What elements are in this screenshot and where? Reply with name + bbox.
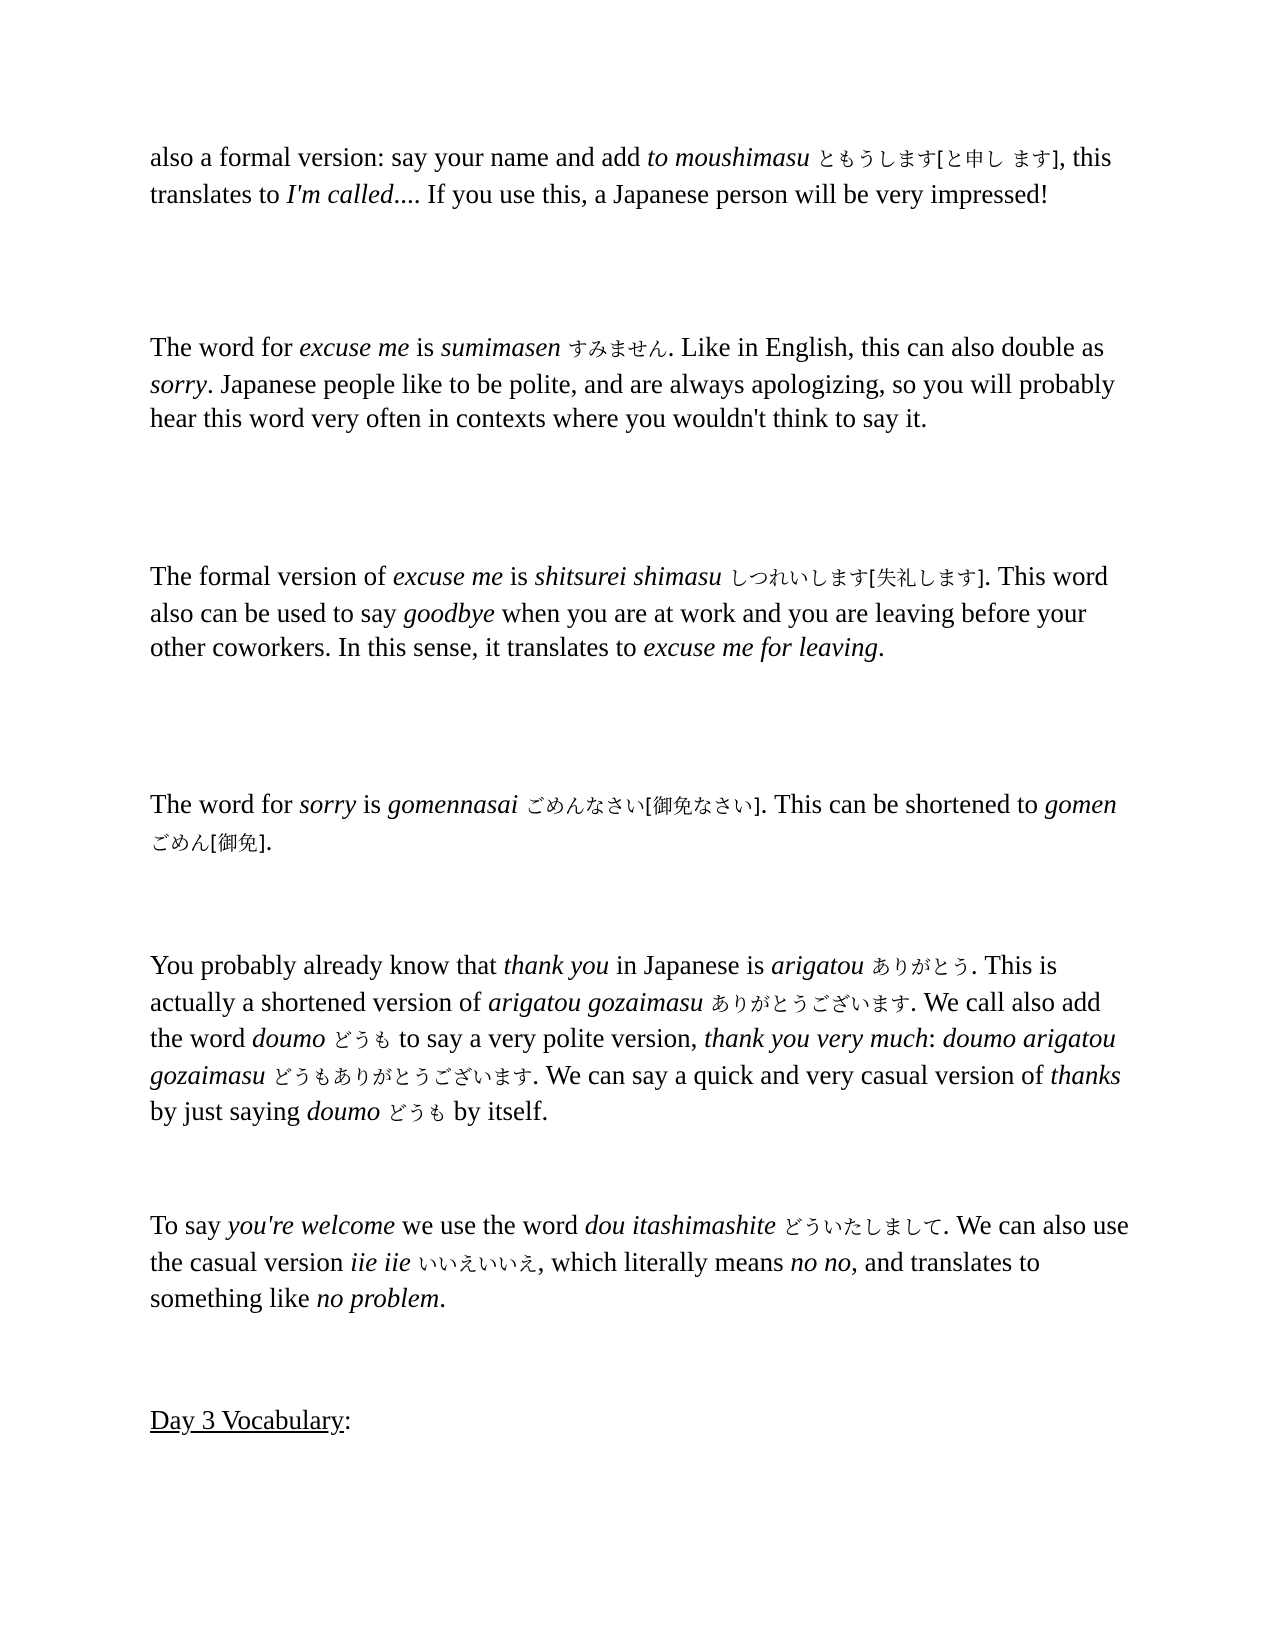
italic-term: doumo [251,1023,326,1053]
text-run: is [409,332,441,362]
text-run: in Japanese is [609,950,772,980]
text-run: . Like in English, this can also double as [667,332,1105,362]
text-run: when you are at work and you are leaving before your other coworkers. In this sense, it translates to [150,597,1087,662]
japanese-text: どうも [332,1028,393,1052]
japanese-text: ごめん[御免] [150,830,266,855]
italic-term: thank you [503,950,610,980]
italic-term: I'm called [286,178,394,209]
italic-term: doumo arigatou gozaimasu [150,1023,1116,1090]
text-run [810,142,817,172]
text-run: . We call also add the word [150,986,1101,1053]
italic-term: goodbye [403,597,495,628]
japanese-text: ます] [1011,147,1059,171]
text-run: . [439,1283,446,1313]
italic-term: doumo [306,1096,381,1126]
text-run: The word for [150,332,300,362]
text-run: You probably already know that [150,950,504,980]
text-run: . This is actually a shortened version of [150,950,1058,1017]
text-run: The word for [150,789,300,819]
italic-term: sorry [150,368,208,399]
japanese-text: ともうします[と申し [816,147,1005,171]
paragraph-youre-welcome [150,1208,1135,1316]
text-run: . We can also use the casual version [150,1210,1129,1277]
italic-term: you're welcome [227,1210,396,1240]
italic-term: arigatou gozaimasu [488,986,704,1017]
italic-term: no no [790,1246,852,1277]
japanese-text: どういたしまして [782,1215,943,1239]
text-run: is [503,561,535,591]
italic-term: thank you very much [704,1023,929,1053]
text-run: . This word also can be used to say [150,561,1109,628]
japanese-text: しつれいします[失礼します] [728,566,985,590]
japanese-text: ありがとう [870,955,971,979]
text-run: . [878,632,885,662]
italic-term: gomennasai [387,789,519,819]
japanese-text: すみません [567,337,668,361]
text-run [722,561,729,591]
text-run: . This can be shortened to [760,789,1045,819]
italic-term: sumimasen [440,332,561,362]
italic-term: no problem [316,1283,440,1313]
text-run: is [356,789,388,819]
italic-term: excuse me for leaving [643,632,879,662]
paragraph-formal-introduction [150,140,1135,211]
italic-term: sorry [299,789,357,819]
paragraph-sorry [150,787,1135,860]
text-run: also a formal version: say your name and add [150,142,648,172]
japanese-text: どうも [387,1101,448,1125]
section-heading-day-3-vocabulary [150,1403,351,1438]
heading-text: Day 3 Vocabulary [150,1405,344,1435]
text-run [518,789,525,819]
text-run [380,1096,387,1126]
text-run: by itself. [447,1096,549,1126]
text-run: , and translates to something like [150,1246,1041,1313]
text-run: . [265,825,273,856]
italic-term: dou itashimashite [584,1210,777,1240]
text-run: we use the word [395,1210,585,1240]
text-run: , this translates to [150,142,1112,209]
italic-term: shitsurei shimasu [534,561,722,591]
text-run: , which literally means [537,1246,791,1277]
text-run: to say a very polite version, [392,1023,705,1053]
paragraph-thank-you [150,948,1135,1131]
text-run: . Japanese people like to be polite, and are always apologizing, so you will probably hear this word very often in contexts where you wouldn't think to say it. [150,368,1116,433]
heading-colon: : [343,1405,352,1435]
text-run: : [928,1023,943,1053]
paragraph-formal-excuse-me [150,559,1135,665]
japanese-text: ごめんなさい[御免なさい] [524,794,761,818]
text-run [776,1210,783,1240]
italic-term: excuse me [299,332,410,362]
text-run [561,332,568,362]
italic-term: excuse me [392,561,504,591]
japanese-text: いいえいいえ [417,1251,538,1276]
text-run: The formal version of [150,561,393,591]
italic-term: thanks [1050,1059,1121,1090]
japanese-text: どうもありがとうございます [272,1064,533,1089]
text-run: . We can say a quick and very casual version of [532,1059,1051,1090]
italic-term: gomen [1044,789,1117,819]
italic-term: to moushimasu [647,142,810,172]
italic-term: iie iie [350,1246,411,1277]
italic-term: arigatou [771,950,865,980]
text-run: .... If you use this, a Japanese person will be very impressed! [393,178,1049,209]
text-run [411,1247,418,1277]
paragraph-excuse-me [150,330,1135,436]
text-run: by just saying [150,1096,307,1126]
text-run: To say [150,1210,228,1240]
japanese-text: ありがとうございます [710,991,911,1016]
text-run [864,950,871,980]
